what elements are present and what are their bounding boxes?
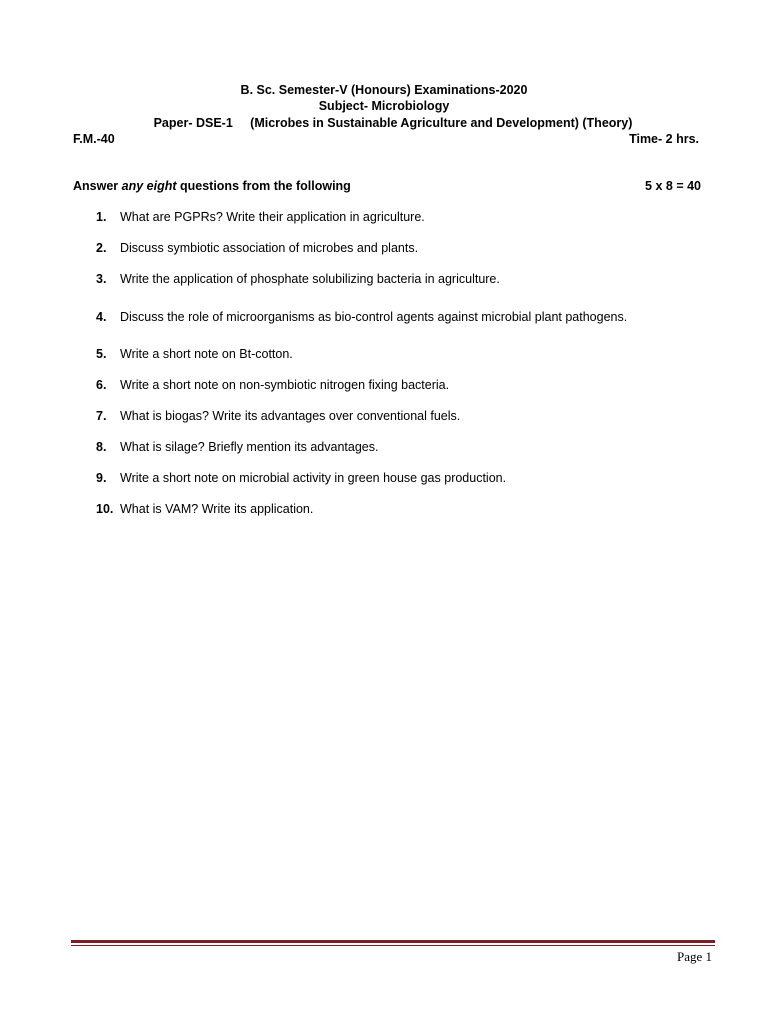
question-item [96,470,506,486]
time-allowed: Time- 2 hrs. [629,132,699,146]
instruction-text [73,179,351,193]
question-item [96,309,627,325]
question-number: 7. [96,409,107,423]
page-number: Page 1 [676,949,712,964]
question-item [96,346,293,362]
question-item [96,271,500,287]
instruction-suffix: questions from the following [176,179,351,193]
question-item [96,240,418,256]
question-number: 3. [96,272,107,286]
question-number: 8. [96,440,107,454]
question-text: What are PGPRs? Write their application in agriculture. [120,210,425,224]
question-number: 5. [96,347,107,361]
question-text: Discuss the role of microorganisms as bio-control agents against microbial plant pathogens. [120,310,628,324]
question-item [96,377,449,393]
footer-rule [71,940,715,943]
question-text: Write the application of phosphate solubilizing bacteria in agriculture. [120,272,500,286]
question-item [96,439,378,455]
question-text: Write a short note on microbial activity in green house gas production. [120,471,507,485]
question-text: Discuss symbiotic association of microbes and plants. [120,241,419,255]
question-number: 1. [96,210,107,224]
question-item [96,501,313,517]
full-marks: F.M.-40 [73,132,115,146]
marks-distribution: 5 x 8 = 40 [645,179,701,193]
instruction-emphasis: any eight [121,179,177,193]
question-number: 6. [96,378,107,392]
question-item [96,408,460,424]
question-item [96,209,425,225]
question-number: 10. [96,502,114,516]
question-number: 9. [96,471,107,485]
question-number: 4. [96,310,107,324]
subject-line: Subject- Microbiology [318,99,450,113]
question-text: What is silage? Briefly mention its advantages. [120,440,379,454]
question-number: 2. [96,241,107,255]
question-text: Write a short note on Bt-cotton. [120,347,293,361]
question-text: Write a short note on non-symbiotic nitrogen fixing bacteria. [120,378,450,392]
exam-title: B. Sc. Semester-V (Honours) Examinations-2020 [240,83,528,97]
question-text: What is biogas? Write its advantages over conventional fuels. [120,409,461,423]
question-text: What is VAM? Write its application. [120,502,314,516]
instruction-prefix: Answer [73,179,122,193]
paper-line: Paper- DSE-1 (Microbes in Sustainable Agriculture and Development) (Theory) [153,116,633,130]
footer-rule-thin [71,945,715,946]
